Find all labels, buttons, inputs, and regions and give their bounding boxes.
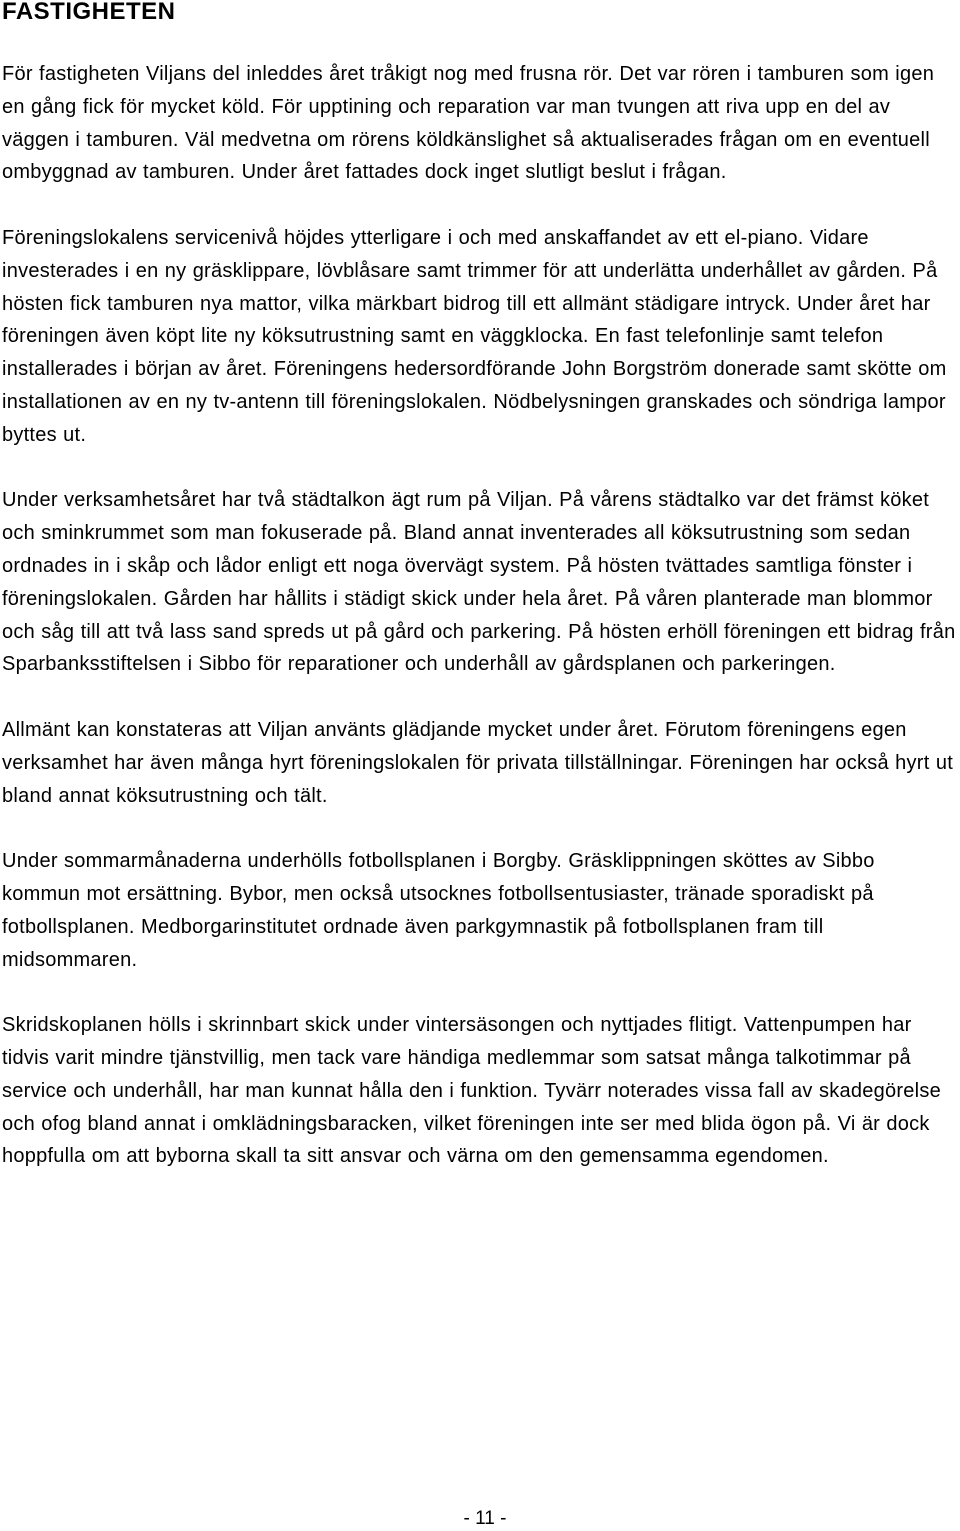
paragraph-usage: Allmänt kan konstateras att Viljan använts glädjande mycket under året. Förutom föreningens egen verksamhet har även många hyrt föreningslokalen för privata tillställningar. Föreningen har också hyrt ut bland annat köksutrustning och tält. xyxy=(2,718,954,807)
paragraph-cleaning: Under verksamhetsåret har två städtalkon ägt rum på Viljan. På vårens städtalko var det främst köket och sminkrummet som man fokuserade på. Bland annat inventerades all köksutrustning som sedan ordnades in i skåp och lådor enligt ett noga övervägt system. På hösten tvättades samtliga fönster i föreningslokalen. Gården har hållits i städigt skick under hela året. På våren planterade man blommor och såg till att två lass sand spreds ut på gård och parkering. På hösten erhöll föreningen ett bidrag från Sparbanksstiftelsen i Sibbo för reparationer och underhåll av gårdsplanen och parkeringen. xyxy=(2,489,956,676)
page-number: - 11 - xyxy=(463,1508,507,1529)
section-body xyxy=(2,58,956,1206)
paragraph-skating-rink: Skridskoplanen hölls i skrinnbart skick under vintersäsongen och nyttjades flitigt. Vattenpumpen har tidvis varit mindre tjänstvillig, men tack vare händiga medlemmar som satsat många talkotimmar på service och underhåll, har man kunnat hålla den i funktion. Tyvärr noterades vissa fall av skadegörelse och ofog bland annat i omklädningsbaracken, vilket föreningen inte ser med blida ögon på. Vi är dock hoppfulla om att byborna skall ta sitt ansvar och värna om den gemensamma egendomen. xyxy=(2,1014,941,1168)
paragraph-football-field: Under sommarmånaderna underhölls fotbollsplanen i Borgby. Gräsklippningen sköttes av Sibbo kommun mot ersättning. Bybor, men också utsocknes fotbollsentusiaster, tränade sporadiskt på fotbollsplanen. Medborgarinstitutet ordnade även parkgymnastik på fotbollsplanen fram till midsommaren. xyxy=(2,850,875,971)
paragraph-pipes: För fastigheten Viljans del inleddes året tråkigt nog med frusna rör. Det var rören i tamburen som igen en gång fick för mycket köld. För upptining och reparation var man tvungen att riva upp en del av väggen i tamburen. Väl medvetna om rörens köldkänslighet så aktualiserades frågan om en eventuell ombyggnad av tamburen. Under året fattades dock inget slutligt beslut i frågan. xyxy=(2,63,935,184)
paragraph-equipment: Föreningslokalens servicenivå höjdes ytterligare i och med anskaffandet av ett el-piano. Vidare investerades i en ny gräsklippare, lövblåsare samt trimmer för att underlätta underhållet av gården. På hösten fick tamburen nya mattor, vilka märkbart bidrog till ett allmänt städigare intryck. Under året har föreningen även köpt lite ny köksutrustning samt en väggklocka. En fast telefonlinje samt telefon installerades i början av året. Föreningens hedersordförande John Borgström donerade samt skötte om installationen av en ny tv-antenn till föreningslokalen. Nödbelysningen granskades och söndriga lampor byttes ut. xyxy=(2,226,947,446)
section-heading: FASTIGHETEN xyxy=(2,0,176,25)
